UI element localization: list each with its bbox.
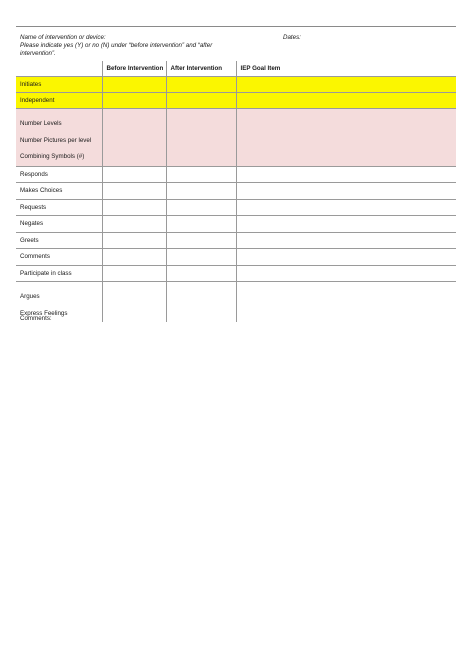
iep-cell[interactable] [236, 183, 456, 200]
before-cell[interactable] [102, 77, 166, 93]
after-cell[interactable] [166, 216, 236, 233]
after-cell[interactable] [166, 183, 236, 200]
before-cell[interactable] [102, 282, 166, 323]
iep-cell[interactable] [236, 216, 456, 233]
before-cell[interactable] [102, 109, 166, 167]
instruction-text: Please indicate yes (Y) or no (N) under “before intervention” and “after intervention”. [20, 42, 213, 58]
table-row [16, 166, 456, 183]
after-cell[interactable] [166, 199, 236, 216]
before-cell[interactable] [102, 93, 166, 109]
table-row [16, 249, 456, 266]
row-label: Requests [16, 199, 102, 216]
iep-cell[interactable] [236, 265, 456, 282]
after-cell[interactable] [166, 282, 236, 323]
column-header-before: Before Intervention [102, 61, 166, 77]
before-cell[interactable] [102, 249, 166, 266]
dates-label: Dates: [283, 34, 301, 41]
before-cell[interactable] [102, 216, 166, 233]
table-header-row [16, 61, 456, 77]
intervention-name-label: Name of intervention or device: [20, 34, 106, 41]
row-label: Independent [16, 93, 102, 109]
row-label: Makes Choices [16, 183, 102, 200]
row-label: Comments [16, 249, 102, 266]
table-row [16, 265, 456, 282]
table-row [16, 93, 456, 109]
before-cell[interactable] [102, 265, 166, 282]
iep-cell[interactable] [236, 166, 456, 183]
table-row [16, 109, 456, 167]
assessment-table [16, 61, 456, 322]
after-cell[interactable] [166, 249, 236, 266]
row-label: Participate in class [16, 265, 102, 282]
after-cell[interactable] [166, 232, 236, 249]
table-row [16, 232, 456, 249]
row-label: Number Levels [20, 120, 62, 127]
iep-cell[interactable] [236, 77, 456, 93]
table-row [16, 216, 456, 233]
iep-cell[interactable] [236, 199, 456, 216]
row-label: Express Feelings [20, 309, 68, 317]
column-header-blank [16, 61, 102, 77]
iep-cell[interactable] [236, 93, 456, 109]
before-cell[interactable] [102, 166, 166, 183]
after-cell[interactable] [166, 77, 236, 93]
before-cell[interactable] [102, 232, 166, 249]
column-header-after: After Intervention [166, 61, 236, 77]
after-cell[interactable] [166, 265, 236, 282]
row-label: Negates [16, 216, 102, 233]
comments-label: Comments: [20, 315, 52, 322]
row-label: Argues [20, 293, 40, 300]
row-label: Greets [16, 232, 102, 249]
table-row [16, 183, 456, 200]
row-label: Responds [16, 166, 102, 183]
after-cell[interactable] [166, 109, 236, 167]
row-label: Initiates [16, 77, 102, 93]
row-label-group [16, 109, 102, 167]
before-cell[interactable] [102, 199, 166, 216]
iep-cell[interactable] [236, 109, 456, 167]
column-header-iep: IEP Goal Item [236, 61, 456, 77]
iep-cell[interactable] [236, 232, 456, 249]
iep-cell[interactable] [236, 282, 456, 323]
after-cell[interactable] [166, 93, 236, 109]
table-row [16, 282, 456, 323]
table-row [16, 77, 456, 93]
before-cell[interactable] [102, 183, 166, 200]
top-divider [16, 26, 456, 27]
after-cell[interactable] [166, 166, 236, 183]
row-label: Combining Symbols (#) [20, 153, 85, 160]
row-label: Number Pictures per level [20, 136, 92, 144]
table-row [16, 199, 456, 216]
iep-cell[interactable] [236, 249, 456, 266]
